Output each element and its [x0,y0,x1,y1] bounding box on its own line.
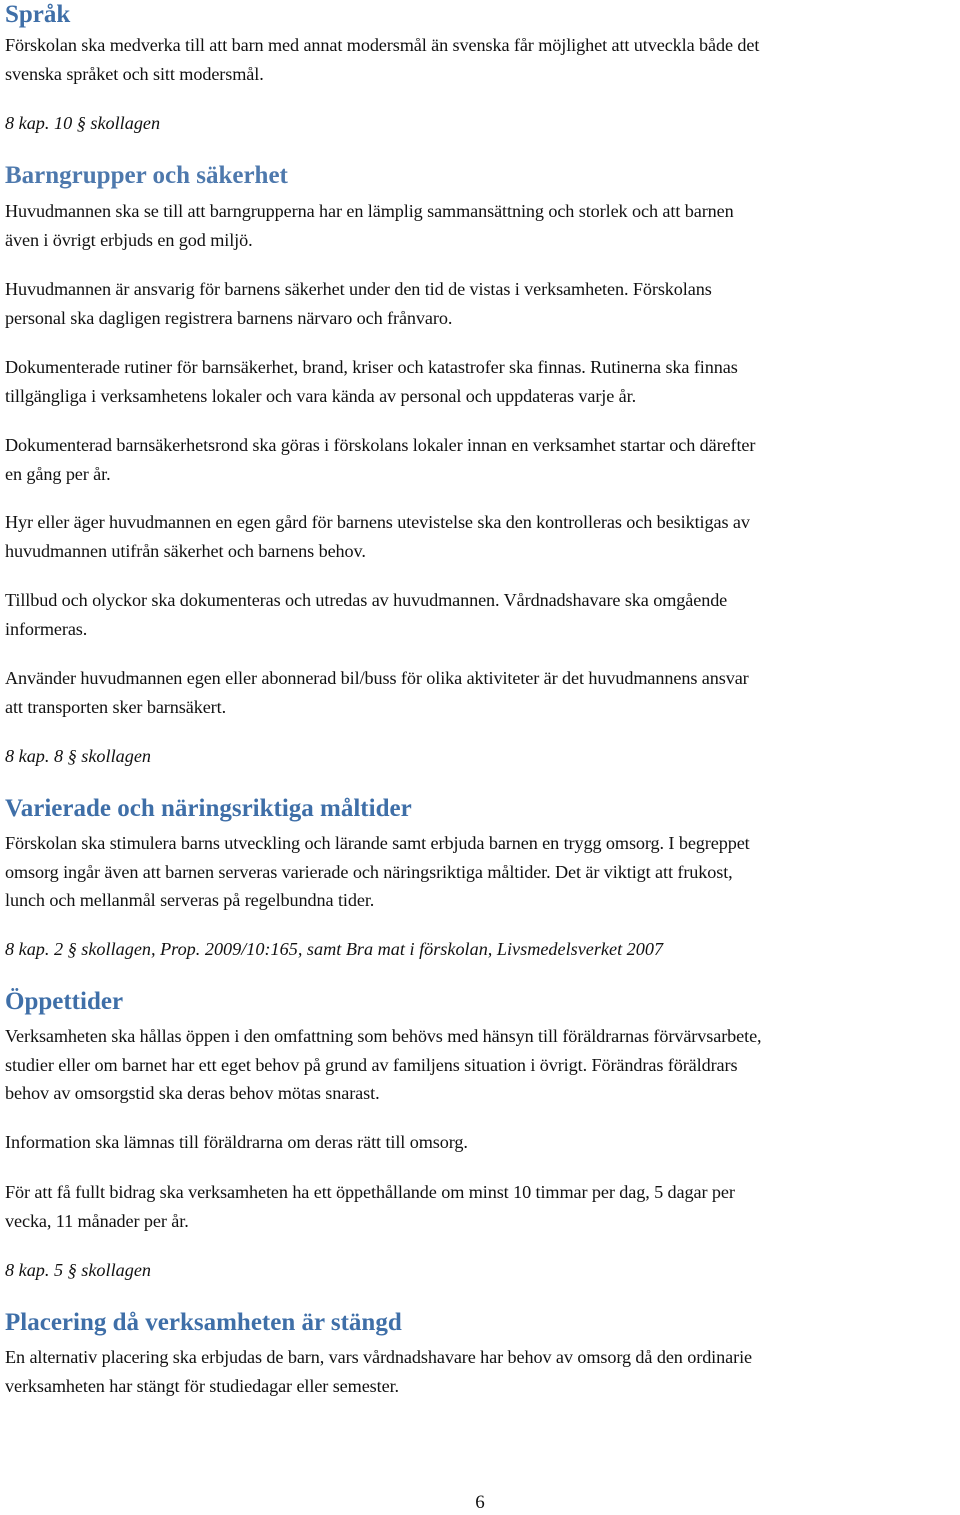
text-line: behov av omsorgstid ska deras behov mötas snarast. [5,1083,380,1103]
text-line: huvudmannen utifrån säkerhet och barnens behov. [5,540,366,561]
paragraph [5,664,749,721]
paragraph [5,1128,468,1157]
section-heading-maltider: Varierade och näringsriktiga måltider [5,795,412,822]
text-line: Verksamheten ska hållas öppen i den omfattning som behövs med hänsyn till föräldrarnas förvärvsarbete, [5,1026,762,1046]
page-number: 6 [475,1492,485,1513]
paragraph [5,1343,752,1400]
text-line: Dokumenterad barnsäkerhetsrond ska göras i förskolans lokaler innan en verksamhet startar och därefter [5,435,756,455]
text-line: svenska språket och sitt modersmål. [5,63,264,84]
paragraph [5,508,750,565]
legal-reference: 8 kap. 10 § skollagen [5,113,161,133]
text-line: Tillbud och olyckor ska dokumenteras och utredas av huvudmannen. Vårdnadshavare ska omgående [5,590,728,610]
text-line: Information ska lämnas till föräldrarna om deras rätt till omsorg. [5,1132,468,1152]
text-line: En alternativ placering ska erbjudas de barn, vars vårdnadshavare har behov av omsorg då den ordinarie [5,1347,752,1367]
text-line: att transporten sker barnsäkert. [5,696,227,717]
text-line: personal ska dagligen registrera barnens närvaro och frånvaro. [5,307,453,328]
text-line: Huvudmannen är ansvarig för barnens säkerhet under den tid de vistas i verksamheten. Förskolans [5,279,712,299]
text-line: en gång per år. [5,463,111,484]
text-line: verksamheten har stängt för studiedagar eller semester. [5,1375,399,1396]
text-line: även i övrigt erbjuds en god miljö. [5,229,253,250]
section-heading-sprak: Språk [5,1,71,28]
text-line: Huvudmannen ska se till att barngrupperna har en lämplig sammansättning och storlek och att barnen [5,201,734,221]
text-line: informeras. [5,618,88,639]
paragraph [5,431,755,488]
text-line: vecka, 11 månader per år. [5,1210,189,1231]
legal-reference: 8 kap. 5 § skollagen [5,1260,151,1280]
paragraph [5,275,712,332]
text-line: Hyr eller äger huvudmannen en egen gård för barnens utevistelse ska den kontrolleras och besiktigas av [5,512,750,532]
paragraph [5,31,759,88]
text-line: studier eller om barnet har ett eget behov på grund av familjens situation i övrigt. Förändras föräldrars [5,1054,738,1075]
paragraph [5,1022,762,1108]
paragraph [5,586,727,643]
text-line: Förskolan ska stimulera barns utveckling och lärande samt erbjuda barnen en trygg omsorg. I begreppet [5,833,750,853]
section-heading-oppettider: Öppettider [5,988,124,1015]
text-line: Förskolan ska medverka till att barn med annat modersmål än svenska får möjlighet att utveckla både det [5,35,760,55]
paragraph [5,829,750,915]
legal-reference: 8 kap. 8 § skollagen [5,746,151,766]
text-line: För att få fullt bidrag ska verksamheten ha ett öppethållande om minst 10 timmar per dag, 5 dagar per [5,1182,735,1202]
text-line: lunch och mellanmål serveras på regelbundna tider. [5,890,375,910]
text-line: tillgängliga i verksamhetens lokaler och vara kända av personal och uppdateras varje år. [5,385,637,406]
section-heading-barngrupper: Barngrupper och säkerhet [5,162,288,189]
legal-reference: 8 kap. 2 § skollagen, Prop. 2009/10:165, samt Bra mat i förskolan, Livsmedelsverket 2007 [5,939,664,959]
paragraph [5,353,738,410]
section-heading-placering: Placering då verksamheten är stängd [5,1309,402,1336]
text-line: Dokumenterade rutiner för barnsäkerhet, brand, kriser och katastrofer ska finnas. Rutinerna ska finnas [5,357,738,377]
paragraph [5,197,734,254]
paragraph [5,1178,735,1235]
text-line: Använder huvudmannen egen eller abonnerad bil/buss för olika aktiviteter är det huvudmannens ansvar [5,668,749,688]
text-line: omsorg ingår även att barnen serveras varierade och näringsriktiga måltider. Det är viktigt att frukost, [5,861,733,882]
